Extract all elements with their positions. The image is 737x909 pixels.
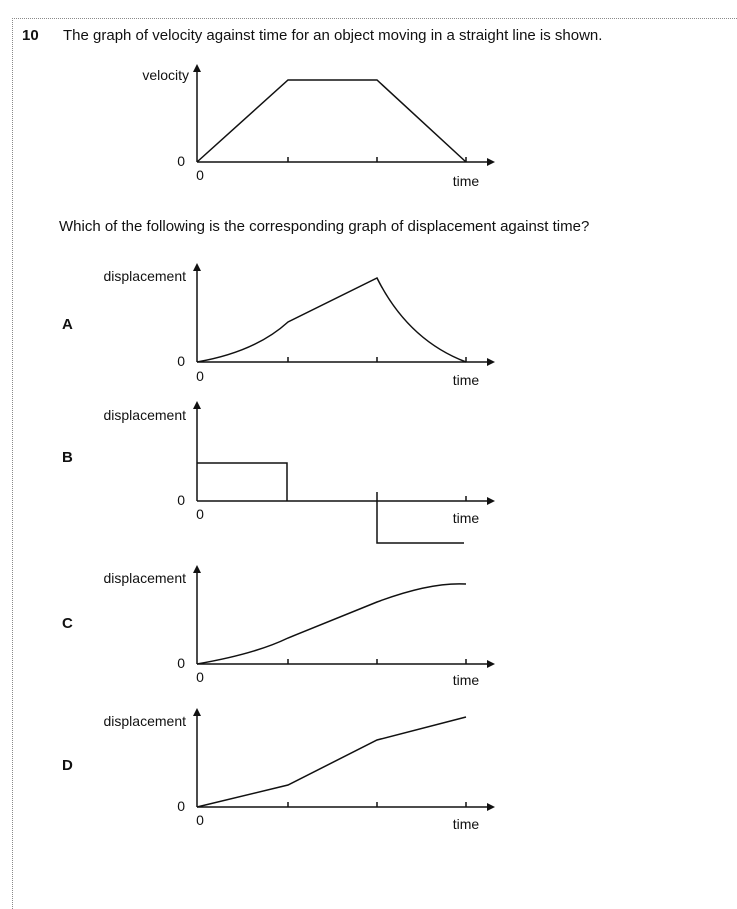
option-a-origin-y-label: 0	[177, 353, 185, 369]
option-c-letter[interactable]: C	[62, 615, 73, 632]
option-d-letter[interactable]: D	[62, 757, 73, 774]
option-b-x-label: time	[452, 510, 480, 526]
question-number: 10	[22, 27, 39, 44]
option-d-y-label: displacement	[103, 713, 186, 729]
option-c-graph	[104, 569, 492, 688]
option-d-origin-x-label: 0	[196, 812, 204, 828]
question-text: The graph of velocity against time for an object moving in a straight line is shown.	[63, 27, 603, 44]
option-a-x-label: time	[452, 372, 480, 388]
option-b-letter[interactable]: B	[62, 449, 73, 466]
velocity-y-label: velocity	[142, 67, 189, 83]
velocity-curve	[197, 80, 466, 162]
option-c-origin-y-label: 0	[177, 655, 185, 671]
option-a-curve	[197, 278, 466, 362]
option-c-origin-x-label: 0	[196, 669, 204, 685]
option-a-graph	[104, 267, 492, 388]
velocity-origin-x-label: 0	[196, 167, 204, 183]
option-d-x-label: time	[452, 816, 480, 832]
option-b-curve-positive	[197, 463, 287, 501]
sub-question-text: Which of the following is the corresponding graph of displacement against time?	[59, 218, 590, 235]
option-c-x-label: time	[452, 672, 480, 688]
option-d-graph	[104, 712, 492, 832]
option-a-origin-x-label: 0	[196, 368, 204, 384]
option-b-graph	[104, 405, 492, 543]
option-d-origin-y-label: 0	[177, 798, 185, 814]
option-b-origin-x-label: 0	[196, 506, 204, 522]
velocity-origin-y-label: 0	[177, 153, 185, 169]
option-c-curve	[197, 584, 466, 664]
option-b-origin-y-label: 0	[177, 492, 185, 508]
option-b-y-label: displacement	[103, 407, 186, 423]
option-b-curve-negative	[377, 492, 464, 543]
velocity-graph	[142, 67, 491, 189]
option-c-y-label: displacement	[103, 570, 186, 586]
option-a-letter[interactable]: A	[62, 316, 73, 333]
option-d-curve	[197, 717, 466, 807]
option-a-y-label: displacement	[103, 268, 186, 284]
velocity-x-label: time	[452, 173, 480, 189]
